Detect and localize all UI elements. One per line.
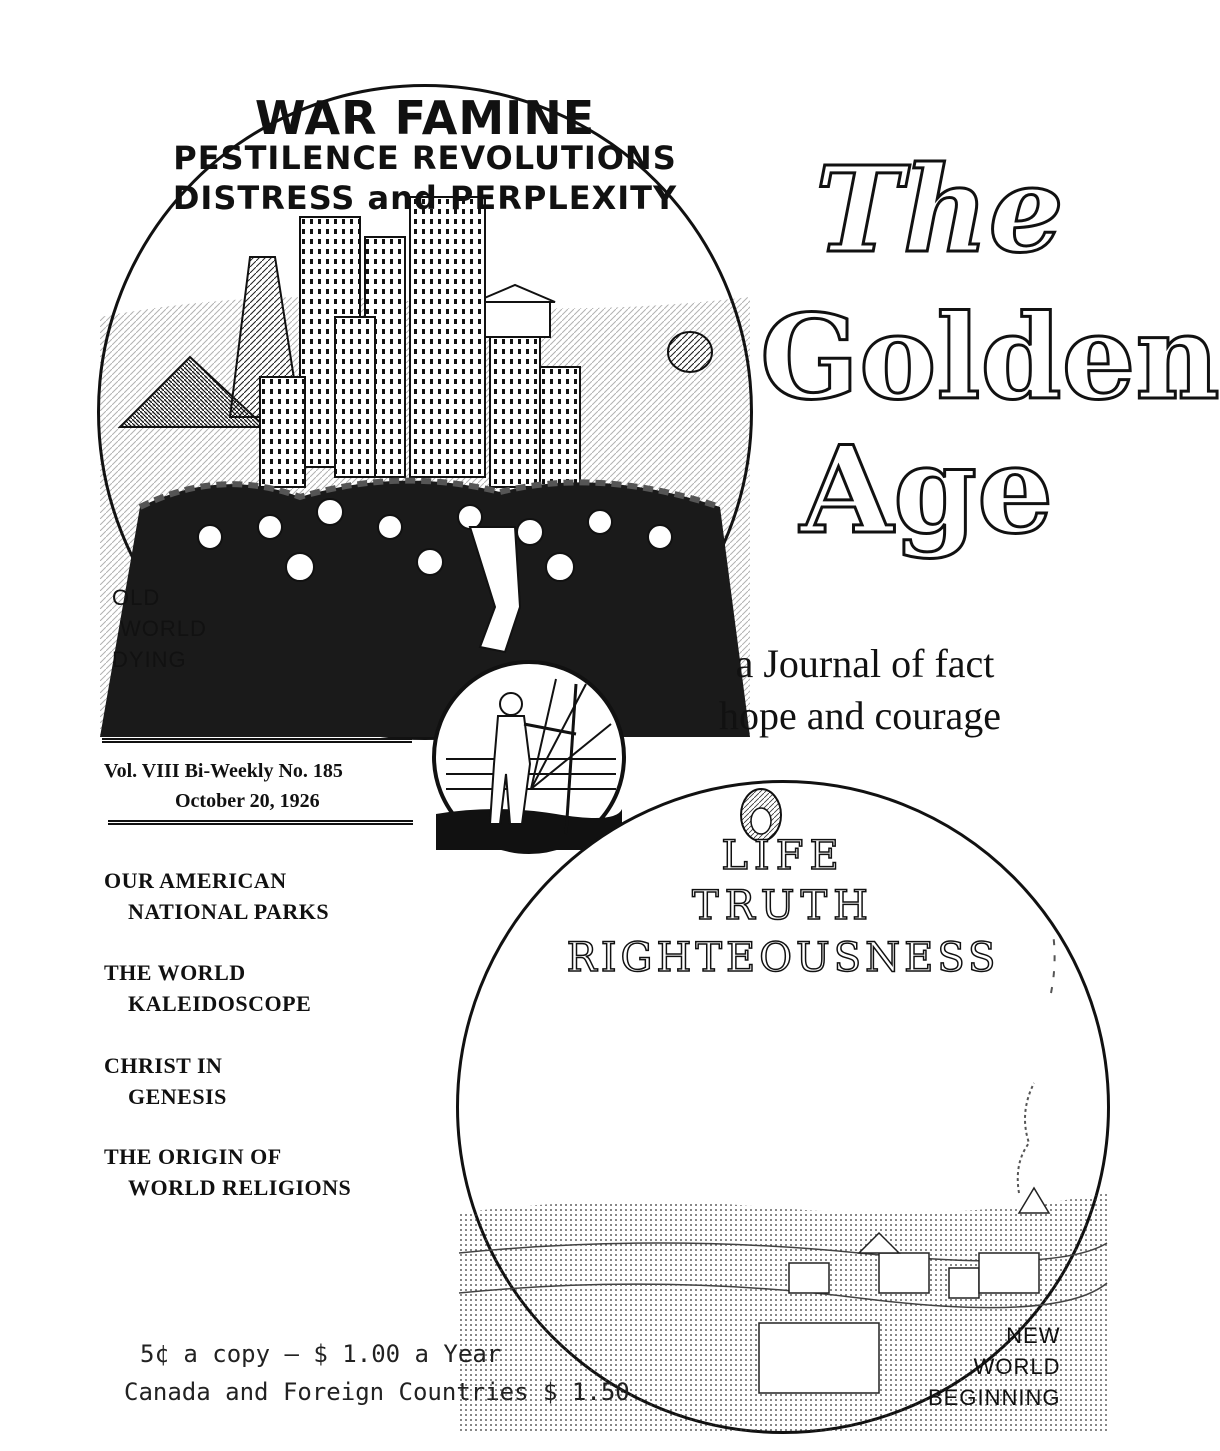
new-world-word-righteousness: RIGHTEOUSNESS <box>566 935 1000 981</box>
old-world-headline-2: PESTILENCE REVOLUTIONS <box>173 139 677 177</box>
issue-rule-bottom <box>108 820 413 829</box>
new-world-word-truth: TRUTH <box>691 883 875 929</box>
issue-date: October 20, 1926 <box>175 790 320 812</box>
new-world-label-line3: BEGINNING <box>928 1385 1061 1410</box>
old-world-headline-3: DISTRESS and PERPLEXITY <box>172 179 678 217</box>
new-world-label-line1: NEW <box>1006 1323 1061 1348</box>
old-world-headline-1: WAR FAMINE <box>254 91 596 145</box>
tagline-line1: a Journal of fact <box>735 641 995 686</box>
old-world-label-line3: DYING <box>112 647 187 672</box>
price-line-1: 5¢ a copy — $ 1.00 a Year <box>140 1340 502 1368</box>
title-golden: Golden <box>760 290 1220 426</box>
new-world-label-line2: WORLD <box>973 1354 1061 1379</box>
new-world-label <box>928 1320 1060 1413</box>
issue-volume-line: Vol. VIII Bi-Weekly No. 185 <box>104 760 343 782</box>
old-world-label-line2: WORLD <box>120 616 207 641</box>
issue-rule-top <box>102 738 412 747</box>
new-world-word-life: LIFE <box>721 833 845 879</box>
contents-item <box>104 1050 227 1112</box>
contents-item-line1: OUR AMERICAN <box>104 868 287 893</box>
title-the: The <box>815 140 1064 279</box>
contents-item-line1: THE WORLD <box>104 960 246 985</box>
contents-item <box>104 1141 351 1203</box>
contents-item <box>104 957 311 1019</box>
contents-item-line2: GENESIS <box>128 1084 227 1109</box>
title-age: Age <box>800 420 1054 561</box>
contents-item-line1: CHRIST IN <box>104 1053 223 1078</box>
contents-item-line2: NATIONAL PARKS <box>128 899 330 924</box>
contents-item-line1: THE ORIGIN OF <box>104 1144 282 1169</box>
contents-item-line2: WORLD RELIGIONS <box>128 1175 352 1200</box>
tagline-line2: hope and courage <box>718 693 1002 738</box>
contents-item-line2: KALEIDOSCOPE <box>128 991 312 1016</box>
contents-item <box>104 865 329 927</box>
old-world-label-line1: OLD <box>112 585 161 610</box>
old-world-label <box>112 582 207 675</box>
price-line-2: Canada and Foreign Countries $ 1.50 <box>124 1378 630 1406</box>
